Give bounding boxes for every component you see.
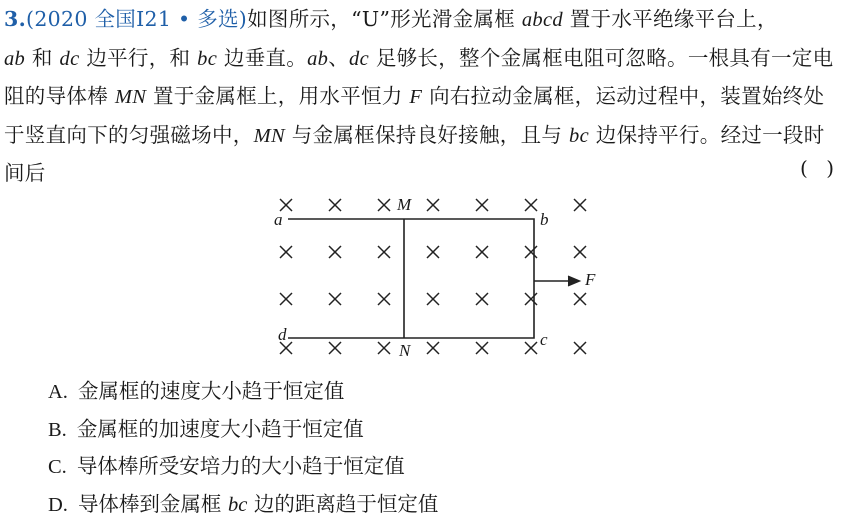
text-segment: 金属框的速度大小趋于恒定值 (77, 379, 345, 403)
text-segment: 、 (328, 45, 350, 70)
field-cross-icon (476, 293, 488, 305)
text-segment: 和 (25, 45, 60, 70)
text-segment: 边保持平行。经过一段时 (588, 122, 825, 147)
text-segment: 阻的导体棒 (4, 84, 115, 108)
magnetic-field-figure (262, 188, 602, 368)
option-letter: A. (48, 381, 68, 403)
field-cross-icon (574, 342, 586, 354)
text-segment: 边平行，和 (79, 45, 198, 70)
field-cross-icon (427, 342, 439, 354)
math-variable: MN (253, 124, 285, 147)
text-segment: 边垂直。 (217, 45, 308, 70)
field-cross-icon (525, 246, 537, 258)
text-segment: 导体棒所受安培力的大小趋于恒定值 (76, 454, 405, 478)
option-letter: B. (48, 418, 67, 441)
stem-line (4, 77, 850, 116)
text-segment: 置于水平绝缘平台上， (562, 7, 778, 31)
math-variable: ab (307, 47, 329, 70)
option-item[interactable] (48, 486, 438, 524)
label-F: F (585, 270, 596, 289)
field-cross-icon (280, 246, 292, 258)
metal-frame (288, 219, 534, 338)
text-segment: 向右拉动金属框，运动过程中，装置始终处 (422, 84, 825, 108)
field-cross-icon (378, 342, 390, 354)
field-cross-icon (427, 199, 439, 211)
label-M: M (397, 195, 412, 214)
field-cross-icon (574, 199, 586, 211)
field-cross-icon (329, 246, 341, 258)
text-segment: 边的距离趋于恒定值 (247, 491, 439, 516)
math-variable: ab (4, 47, 26, 70)
option-letter: D. (48, 493, 68, 516)
field-cross-icon (525, 293, 537, 305)
field-cross-icon (476, 246, 488, 258)
circuit-diagram (262, 188, 602, 368)
field-cross-icon (329, 199, 341, 211)
label-N: N (399, 341, 411, 360)
options-list (48, 373, 438, 523)
field-cross-icon (280, 293, 292, 305)
math-variable: MN (114, 86, 147, 108)
option-item[interactable] (48, 373, 438, 411)
label-b: b (540, 210, 549, 229)
text-segment: 导体棒到金属框 (77, 491, 228, 516)
field-cross-icon (574, 246, 586, 258)
math-variable: bc (569, 124, 589, 147)
field-cross-icon (525, 199, 537, 211)
field-cross-icon (574, 293, 586, 305)
label-d: d (278, 325, 287, 344)
label-c: c (540, 330, 548, 349)
answer-bracket: ( ) (800, 156, 840, 180)
option-item[interactable] (48, 411, 438, 449)
stem-line (4, 39, 850, 78)
stem-line (4, 154, 850, 193)
field-cross-icon (427, 293, 439, 305)
math-variable: dc (349, 47, 369, 70)
math-variable: dc (59, 47, 80, 70)
stem-line (4, 0, 850, 39)
math-variable: F (409, 86, 423, 108)
text-segment: 金属框的加速度大小趋于恒定值 (76, 416, 364, 441)
field-cross-icon (427, 246, 439, 258)
text-segment: 与金属框保持良好接触，且与 (284, 122, 570, 147)
question-stem (4, 0, 850, 193)
question-number: 3. (4, 7, 27, 31)
label-a: a (274, 210, 283, 229)
text-segment: 如图所示，“U”形光滑金属框 (247, 7, 522, 31)
text-segment: 置于金属框上，用水平恒力 (146, 84, 410, 108)
field-cross-icon (378, 293, 390, 305)
math-variable: bc (227, 493, 248, 516)
text-segment: 足够长，整个金属框电阻可忽略。一根具有一定电 (369, 45, 834, 70)
field-cross-icon (329, 293, 341, 305)
field-cross-icon (378, 246, 390, 258)
option-item[interactable] (48, 448, 438, 486)
option-letter: C. (48, 456, 67, 478)
field-cross-icon (476, 199, 488, 211)
math-variable: abcd (521, 9, 563, 31)
stem-line (4, 116, 850, 155)
question-source: (2020 全国Ⅰ21 • 多选) (26, 7, 248, 31)
force-arrow-head (568, 276, 580, 286)
field-cross-icon (525, 342, 537, 354)
text-segment: 于竖直向下的匀强磁场中， (4, 122, 254, 147)
text-segment: 间后 (4, 161, 46, 185)
field-cross-icon (476, 342, 488, 354)
math-variable: bc (197, 47, 218, 70)
field-cross-icon (378, 199, 390, 211)
field-cross-icon (329, 342, 341, 354)
